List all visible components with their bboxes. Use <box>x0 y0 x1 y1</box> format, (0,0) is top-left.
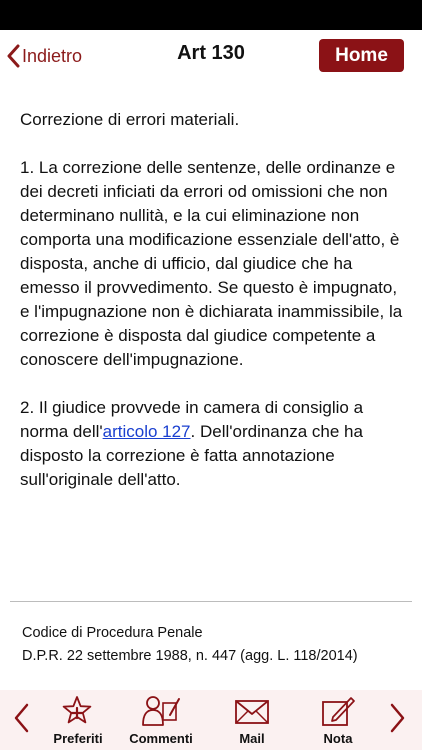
mail-icon <box>234 690 270 727</box>
status-bar <box>0 0 422 30</box>
back-button[interactable] <box>6 42 82 70</box>
preferiti-tab[interactable] <box>38 690 118 748</box>
article-paragraph-2 <box>20 396 405 492</box>
nota-label: Nota <box>323 731 353 746</box>
divider <box>10 601 412 602</box>
article-heading: Correzione di errori materiali. <box>20 110 240 129</box>
mail-label: Mail <box>239 731 265 746</box>
paragraph-2-text-before: 2. Il giudice provvede in camera di consiglio a norma dell' <box>20 398 364 441</box>
home-button[interactable]: Home <box>319 39 404 72</box>
chevron-left-icon <box>10 721 34 738</box>
source-info <box>22 622 412 668</box>
source-code-name: Codice di Procedura Penale <box>22 625 203 641</box>
back-label: Indietro <box>22 45 83 66</box>
commenti-label: Commenti <box>129 731 193 746</box>
paragraph-2-text-after: . Dell'ordinanza che ha disposto la correzione è fatta annotazione sull'originale dell'atto. <box>20 422 363 489</box>
next-article-button[interactable] <box>385 702 409 734</box>
article-paragraph-1: 1. La correzione delle sentenze, delle ordinanze e dei decreti inficiati da errori od omissioni che non determinano nullità, e la cui eliminazione non comporta una modificazione essenziale dell'atto, è disposta, anche di ufficio, dal giudice che ha emesso il provvedimento. Se questo è impugnato, e l'impugnazione non è dichiarata inammissibile, la correzione è disposta dal giudice competente a conoscere dell'impugnazione. <box>20 158 403 369</box>
chevron-left-icon <box>6 44 20 68</box>
previous-article-button[interactable] <box>10 702 34 734</box>
chevron-right-icon <box>385 721 409 738</box>
article-body <box>20 108 405 516</box>
comments-icon <box>141 690 181 727</box>
nota-tab[interactable] <box>298 690 378 748</box>
article-127-link[interactable]: articolo 127 <box>102 422 191 441</box>
note-edit-icon <box>321 690 355 727</box>
commenti-tab[interactable] <box>121 690 201 748</box>
navigation-bar <box>0 30 422 82</box>
preferiti-label: Preferiti <box>53 731 103 746</box>
star-plus-icon <box>61 690 95 727</box>
bottom-toolbar <box>0 690 422 750</box>
mail-tab[interactable] <box>212 690 292 748</box>
page-title: Art 130 <box>177 42 245 64</box>
source-decree: D.P.R. 22 settembre 1988, n. 447 (agg. L. 118/2014) <box>22 648 358 664</box>
